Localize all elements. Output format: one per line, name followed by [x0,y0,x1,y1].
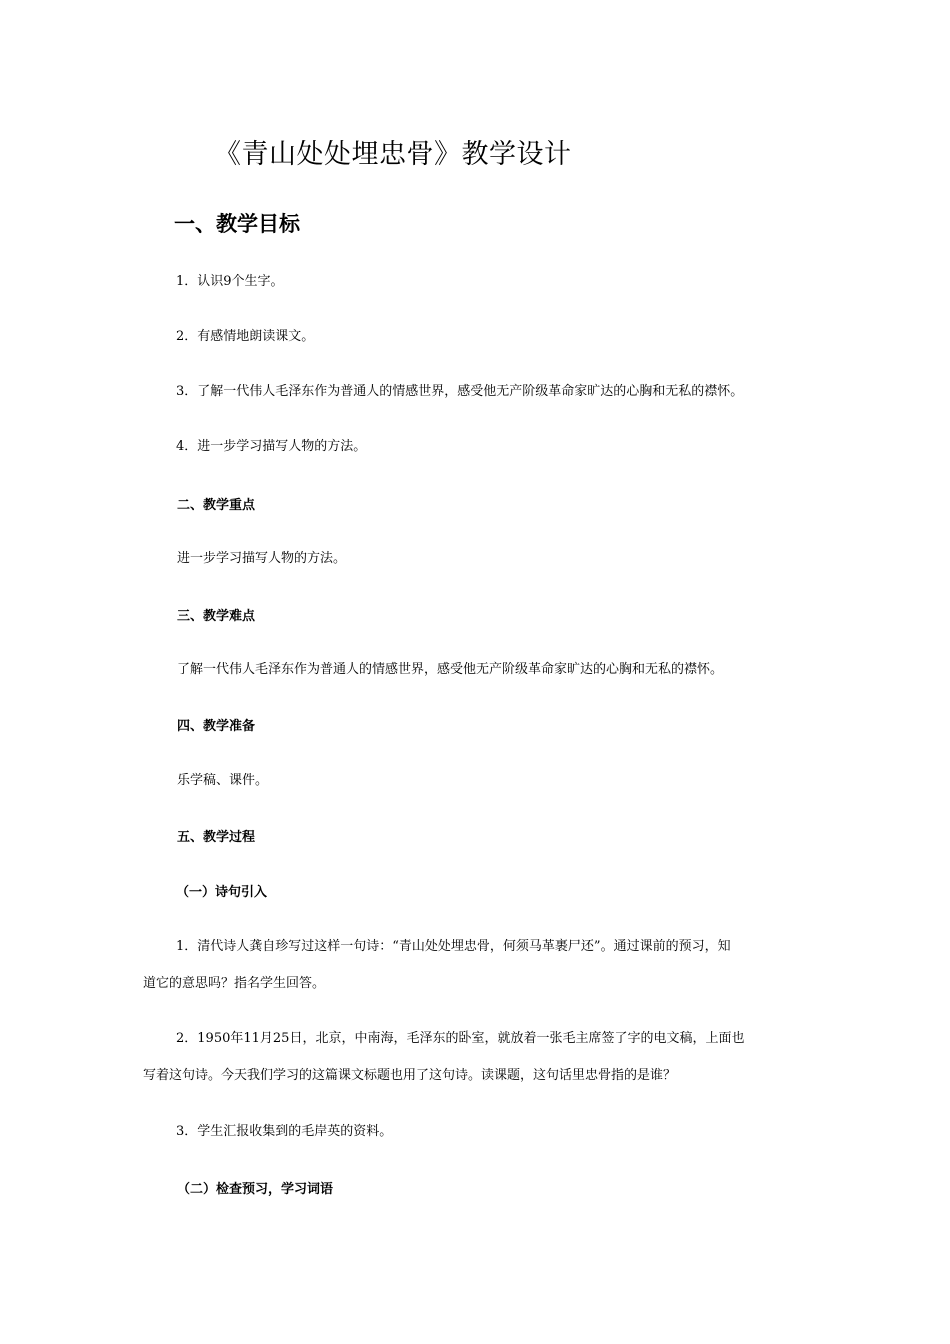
process-paragraph: 3．学生汇报收集到的毛岸英的资料。 [176,1124,393,1139]
objective-item: 1．认识9个生字。 [176,274,284,289]
objective-item: 4．进一步学习描写人物的方法。 [176,439,367,454]
objective-item: 2．有感情地朗读课文。 [176,329,315,344]
objective-item: 3．了解一代伟人毛泽东作为普通人的情感世界，感受他无产阶级革命家旷达的心胸和无私的襟怀。 [176,384,744,399]
process-paragraph-line: 道它的意思吗？指名学生回答。 [143,976,326,991]
preparation-text: 乐学稿、课件。 [177,773,269,788]
section-heading-difficulties: 三、教学难点 [177,609,256,624]
process-paragraph-line: 2．1950年11月25日，北京，中南海，毛泽东的卧室，就放着一张毛主席签了字的电文稿，上面也 [176,1031,745,1046]
section-heading-preparation: 四、教学准备 [177,719,256,734]
document-title: 《青山处处埋忠骨》教学设计 [214,139,572,170]
key-points-text: 进一步学习描写人物的方法。 [177,551,347,566]
subsection-heading-preview: （二）检查预习，学习词语 [177,1182,334,1197]
section-heading-objectives: 一、教学目标 [174,212,300,236]
subsection-heading-intro: （一）诗句引入 [176,885,268,900]
difficulties-text: 了解一代伟人毛泽东作为普通人的情感世界，感受他无产阶级革命家旷达的心胸和无私的襟怀。 [177,662,724,677]
process-paragraph-line: 1．清代诗人龚自珍写过这样一句诗：“青山处处埋忠骨，何须马革裹尸还”。通过课前的预习，知 [176,939,731,954]
process-paragraph-line: 写着这句诗。今天我们学习的这篇课文标题也用了这句诗。读课题，这句话里忠骨指的是谁？ [143,1068,677,1083]
section-heading-process: 五、教学过程 [177,830,256,845]
section-heading-key-points: 二、教学重点 [177,498,256,513]
